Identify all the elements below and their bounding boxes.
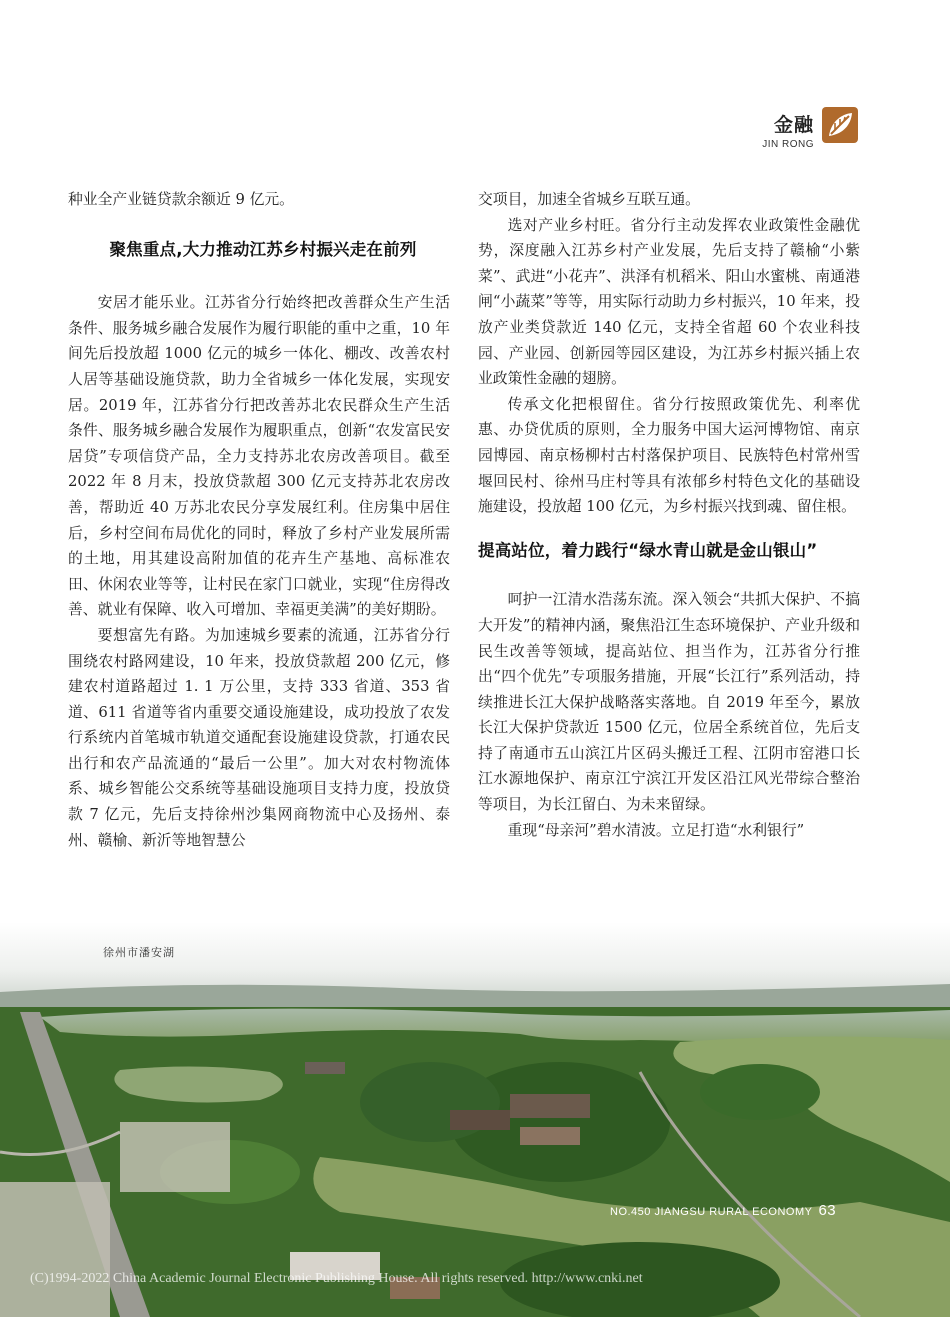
section-title-cn: 金融	[773, 114, 814, 136]
paragraph: 选对产业乡村旺。省分行主动发挥农业政策性金融优势，深度融入江苏乡村产业发展，先后支持了赣榆“小紫菜”、武进“小花卉”、洪泽有机稻米、阳山水蜜桃、南通港闸“小蔬菜”等等，用实际行动助力乡村振兴，10 年来，投放产业类贷款近 140 亿元，支持全省超 60 个农业科技园、产业园、创新园等园区建设，为江苏乡村振兴插上农业政策性金融的翅膀。	[478, 216, 860, 388]
copyright-notice: (C)1994-2022 China Academic Journal Electronic Publishing House. All rights reserved. http://www.cnki.net	[30, 1271, 643, 1286]
leaf-logo-icon	[821, 106, 859, 144]
journal-footer	[610, 1202, 836, 1219]
journal-issue: NO.450 JIANGSU RURAL ECONOMY	[610, 1206, 813, 1218]
paragraph: 传承文化把根留住。省分行按照政策优先、利率优惠、办贷优质的原则，全力服务中国大运河博物馆、南京园博园、南京杨柳村古村落保护项目、民族特色村常州雪堰回民村、徐州马庄村等具有浓郁乡村特色文化的基础设施建设，投放超 100 亿元，为乡村振兴找到魂、留住根。	[478, 395, 860, 516]
photo-caption: 徐州市潘安湖	[103, 946, 175, 959]
left-column	[68, 187, 450, 853]
aerial-lake-photo	[0, 922, 950, 1317]
section-title-en: JIN RONG	[762, 139, 814, 150]
paragraph: 种业全产业链贷款余额近 9 亿元。	[68, 191, 294, 208]
paragraph: 呵护一江清水浩荡东流。深入领会“共抓大保护、不搞大开发”的精神内涵，聚焦沿江生态环境保护、产业升级和民生改善等领域，提高站位、担当作为，江苏省分行推出“四个优先”专项服务措施，开展“长江行”系列活动，持续推进长江大保护战略落实落地。自 2019 年至今，累放长江大保护贷款近 1500 亿元，位居全系统首位，先后支持了南通市五山滨江片区码头搬迁工程、江阴市窑港口长江水源地保护、南京江宁滨江开发区沿江风光带综合整治等项目，为长江留白、为未来留绿。	[478, 591, 860, 814]
paragraph: 交项目，加速全省城乡互联互通。	[478, 191, 700, 208]
paragraph: 重现“母亲河”碧水清波。立足打造“水利银行”	[507, 821, 805, 839]
section-heading: 提高站位，着力践行“绿水青山就是金山银山”	[478, 540, 818, 560]
right-column	[478, 187, 860, 843]
section-heading: 聚焦重点,大力推动江苏乡村振兴走在前列	[109, 239, 417, 259]
page-number: 63	[818, 1202, 837, 1219]
paragraph: 要想富先有路。为加速城乡要素的流通，江苏省分行围绕农村路网建设，10 年来，投放贷款超 200 亿元，修建农村道路超过 1. 1 万公里，支持 333 省道、353 省道、611 省道等省内重要交通设施建设，成功投放了农发行系统内首笔城市轨道交通配套设施建设贷款，打通农民出行和农产品流通的“最后一公里”。加大对农村物流体系、城乡智能公交系统等基础设施项目支持力度，投放贷款 7 亿元，先后支持徐州沙集网商物流中心及扬州、泰州、赣榆、新沂等地智慧公	[68, 626, 450, 849]
paragraph: 安居才能乐业。江苏省分行始终把改善群众生产生活条件、服务城乡融合发展作为履行职能的重中之重，10 年间先后投放超 1000 亿元的城乡一体化、棚改、改善农村人居等基础设施贷款，助力全省城乡一体化发展，实现安居。2019 年，江苏省分行把改善苏北农民群众生产生活条件、服务城乡融合发展作为履职重点，创新“农发富民安居贷”专项信贷产品，全力支持苏北农房改善项目。截至 2022 年 8 月末，投放贷款超 300 亿元支持苏北农房改善，帮助近 40 万苏北农民分享发展红利。住房集中居住后，乡村空间布局优化的同时，释放了乡村产业发展所需的土地，用其建设高附加值的花卉生产基地、高标准农田、休闲农业等等，让村民在家门口就业，实现“住房得改善、就业有保障、收入可增加、幸福更美满”的美好期盼。	[68, 294, 450, 619]
section-header	[762, 110, 814, 150]
